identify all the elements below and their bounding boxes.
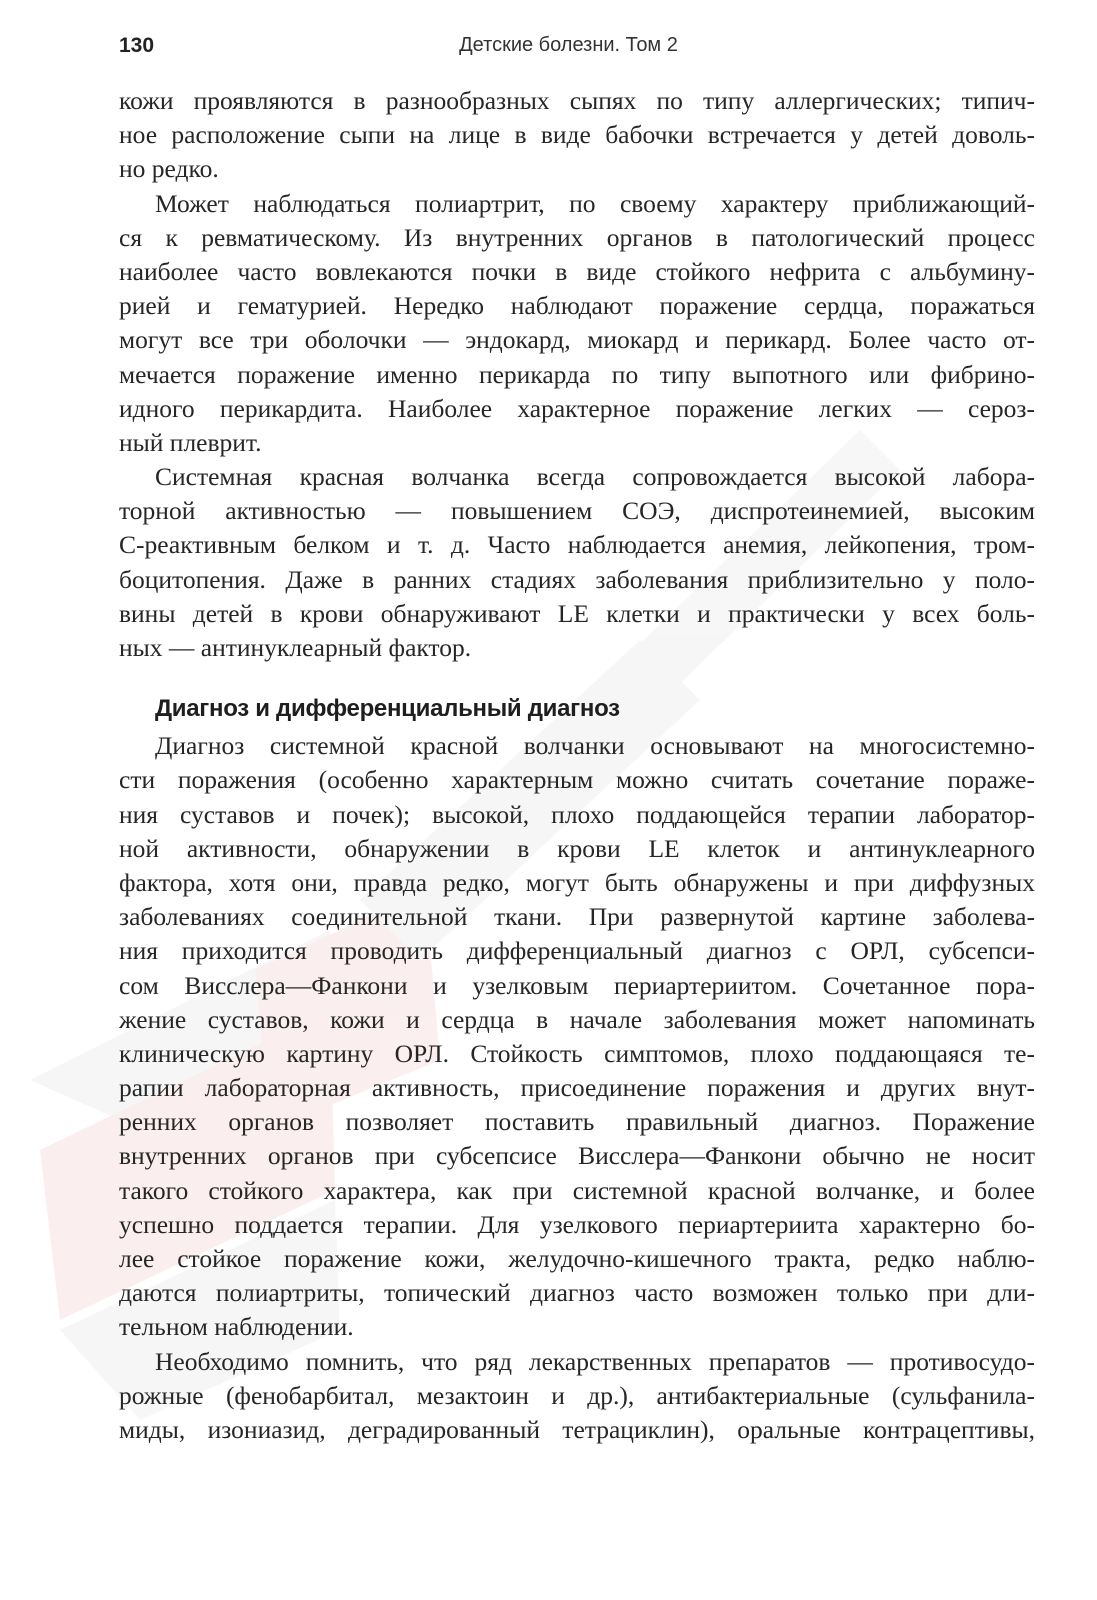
paragraph: [119, 187, 1035, 461]
page-number: 130: [119, 34, 155, 57]
text-line: лее стойкое поражение кожи, желудочно-кишечного тракта, редко наблю-: [119, 1244, 1035, 1273]
text-line: ся к ревматическому. Из внутренних органов в патологический процесс: [119, 222, 1035, 252]
text-line: кожи проявляются в разнообразных сыпях по типу аллергических; типич-: [119, 86, 1035, 115]
text-line: ренних органов позволяет поставить правильный диагноз. Поражение: [119, 1107, 1035, 1137]
text-line: ния суставов и почек); высокой, плохо поддающейся терапии лаборатор-: [119, 799, 1035, 829]
text-line: идного перикардита. Наиболее характерное поражение легких — сероз-: [119, 393, 1035, 423]
text-line: Необходимо помнить, что ряд лекарственных препаратов — противосудо-: [155, 1346, 1035, 1376]
paragraph: [119, 84, 1035, 187]
text-line: боцитопения. Даже в ранних стадиях заболевания приблизительно у поло-: [119, 564, 1035, 594]
text-line: торной активностью — повышением СОЭ, диспротеинемией, высоким: [119, 496, 1035, 526]
text-line: даются полиартриты, топический диагноз часто возможен только при дли-: [119, 1278, 1035, 1308]
text-line: Может наблюдаться полиартрит, по своему характеру приближающий-: [155, 188, 1035, 218]
text-line: клиническую картину ОРЛ. Стойкость симптомов, плохо поддающаяся те-: [119, 1038, 1035, 1068]
paragraph: [119, 460, 1035, 665]
text-line: наиболее часто вовлекаются почки в виде стойкого нефрита с альбумину-: [119, 256, 1035, 286]
text-line: сти поражения (особенно характерным можно считать сочетание пораже-: [119, 765, 1035, 795]
text-line: ный плеврит.: [119, 427, 262, 457]
text-line: сом Висслера—Фанкони и узелковым периартериитом. Сочетанное пора-: [119, 970, 1035, 1000]
text-line: миды, изониазид, деградированный тетрациклин), оральные контрацептивы,: [119, 1414, 1035, 1444]
running-title: Детские болезни. Том 2: [459, 34, 678, 56]
text-line: ния приходится проводить дифференциальный диагноз с ОРЛ, субсепси-: [119, 936, 1035, 966]
paragraph: [119, 729, 1035, 1344]
text-line: С-реактивным белком и т. д. Часто наблюдается анемия, лейкопения, тром-: [119, 530, 1035, 560]
text-line: рией и гематурией. Нередко наблюдают поражение сердца, поражаться: [119, 291, 1035, 321]
text-line: тельном наблюдении.: [119, 1312, 354, 1342]
text-line: мечается поражение именно перикарда по типу выпотного или фибрино-: [119, 359, 1035, 389]
text-line: жение суставов, кожи и сердца в начале заболевания может напоминать: [119, 1004, 1035, 1034]
body-text: [119, 84, 1035, 1447]
text-line: заболеваниях соединительной ткани. При развернутой картине заболева-: [119, 902, 1035, 932]
section-heading: Диагноз и дифференциальный диагноз: [155, 695, 620, 723]
text-line: такого стойкого характера, как при системной красной волчанке, и более: [119, 1175, 1035, 1205]
text-line: рожные (фенобарбитал, мезактоин и др.), антибактериальные (сульфанила-: [119, 1380, 1035, 1410]
text-line: успешно поддается терапии. Для узелкового периартериита характерно бо-: [119, 1209, 1035, 1239]
text-line: вины детей в крови обнаруживают LE клетки и практически у всех боль-: [119, 598, 1035, 628]
text-line: Диагноз системной красной волчанки основывают на многосистемно-: [155, 731, 1035, 761]
text-line: фактора, хотя они, правда редко, могут быть обнаружены и при диффузных: [119, 867, 1035, 897]
paragraph: [119, 1345, 1035, 1448]
spacer: [119, 665, 1035, 689]
text-line: могут все три оболочки — эндокард, миокард и перикард. Более часто от-: [119, 325, 1035, 355]
text-line: внутренних органов при субсепсисе Висслера—Фанкони обычно не носит: [119, 1141, 1035, 1171]
text-line: ной активности, обнаружении в крови LE клеток и антинуклеарного: [119, 833, 1035, 863]
text-line: рапии лабораторная активность, присоединение поражения и других внут-: [119, 1073, 1035, 1103]
text-line: но редко.: [119, 154, 219, 184]
text-line: ных — антинуклеарный фактор.: [119, 633, 472, 662]
text-line: Системная красная волчанка всегда сопровождается высокой лабора-: [155, 462, 1035, 492]
text-line: ное расположение сыпи на лице в виде бабочки встречается у детей доволь-: [119, 120, 1035, 150]
